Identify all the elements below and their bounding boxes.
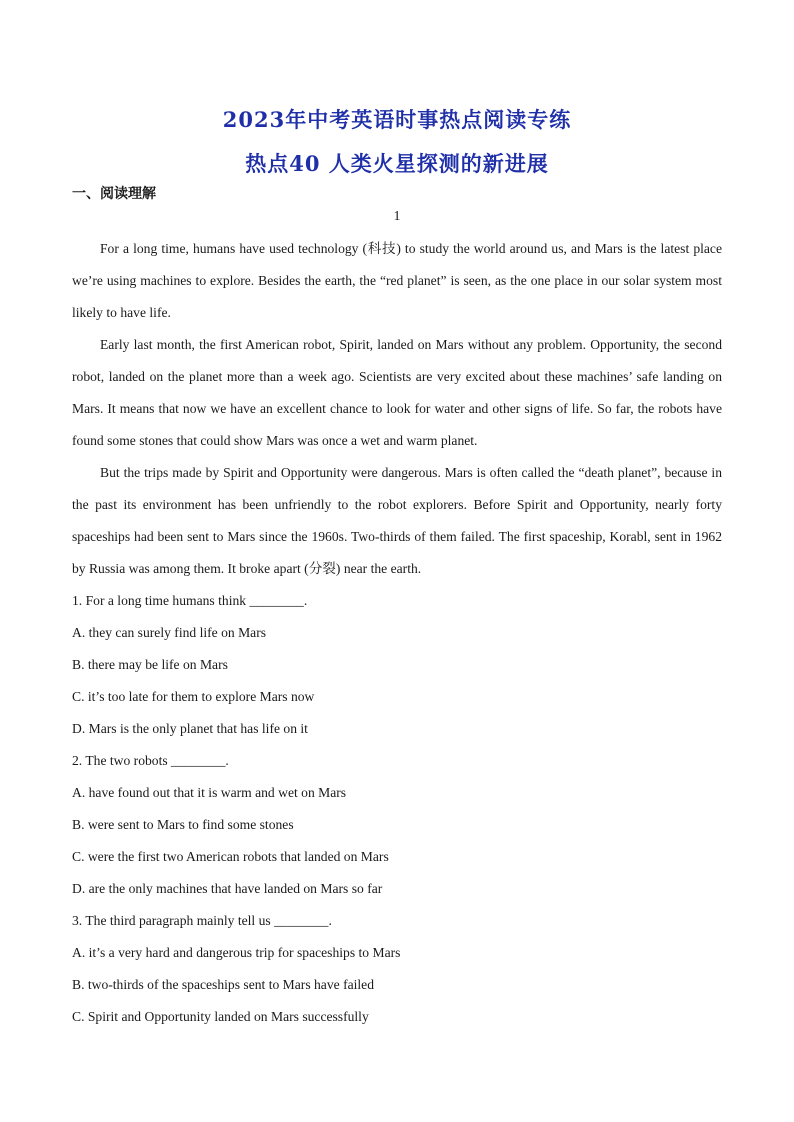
answer-option[interactable]: C. it’s too late for them to explore Mars now — [72, 689, 315, 704]
answer-option[interactable]: B. there may be life on Mars — [72, 657, 228, 672]
answer-option[interactable]: A. they can surely find life on Mars — [72, 625, 267, 640]
answer-option[interactable]: D. are the only machines that have landed on Mars so far — [72, 881, 383, 896]
question-2 — [72, 745, 722, 905]
passage-body — [72, 233, 722, 1033]
question-stem: 2. The two robots ________. — [72, 753, 229, 768]
document-title: 2023年中考英语时事热点阅读专练 — [222, 107, 572, 132]
question-3 — [72, 905, 722, 1033]
question-stem: 3. The third paragraph mainly tell us ________. — [72, 913, 332, 928]
passage-paragraph: Early last month, the first American robot, Spirit, landed on Mars without any problem. Opportunity, the second robot, landed on the planet more than a week ago. Scientists are very excited about these machines’ safe landing on Mars. It means that now we have an excellent chance to look for water and other signs of life. So far, the robots have found some stones that could show Mars was once a wet and warm planet. — [72, 337, 722, 448]
answer-option[interactable]: C. Spirit and Opportunity landed on Mars successfully — [72, 1009, 369, 1024]
answer-option[interactable]: A. have found out that it is warm and wet on Mars — [72, 785, 347, 800]
document-subtitle: 热点40 人类火星探测的新进展 — [245, 151, 549, 176]
answer-option[interactable]: D. Mars is the only planet that has life on it — [72, 721, 308, 736]
answer-option[interactable]: C. were the first two American robots that landed on Mars — [72, 849, 389, 864]
question-stem: 1. For a long time humans think ________. — [72, 593, 308, 608]
answer-option[interactable]: B. were sent to Mars to find some stones — [72, 817, 294, 832]
answer-option[interactable]: A. it’s a very hard and dangerous trip for spaceships to Mars — [72, 945, 401, 960]
answer-option[interactable]: B. two-thirds of the spaceships sent to Mars have failed — [72, 977, 375, 992]
passage-number: 1 — [393, 209, 401, 224]
question-1 — [72, 585, 722, 745]
passage-paragraph: But the trips made by Spirit and Opportunity were dangerous. Mars is often called the “death planet”, because in the past its environment has been unfriendly to the robot explorers. Before Spirit and Opportunity, nearly forty spaceships had been sent to Mars since the 1960s. Two-thirds of them failed. The first spaceship, Korabl, sent in 1962 by Russia was among them. It broke apart (分裂) near the earth. — [72, 465, 722, 576]
passage-paragraph: For a long time, humans have used technology (科技) to study the world around us, and Mars is the latest place we’re using machines to explore. Besides the earth, the “red planet” is seen, as the one place in our solar system most likely to have life. — [72, 241, 722, 320]
section-heading: 一、阅读理解 — [72, 186, 156, 202]
